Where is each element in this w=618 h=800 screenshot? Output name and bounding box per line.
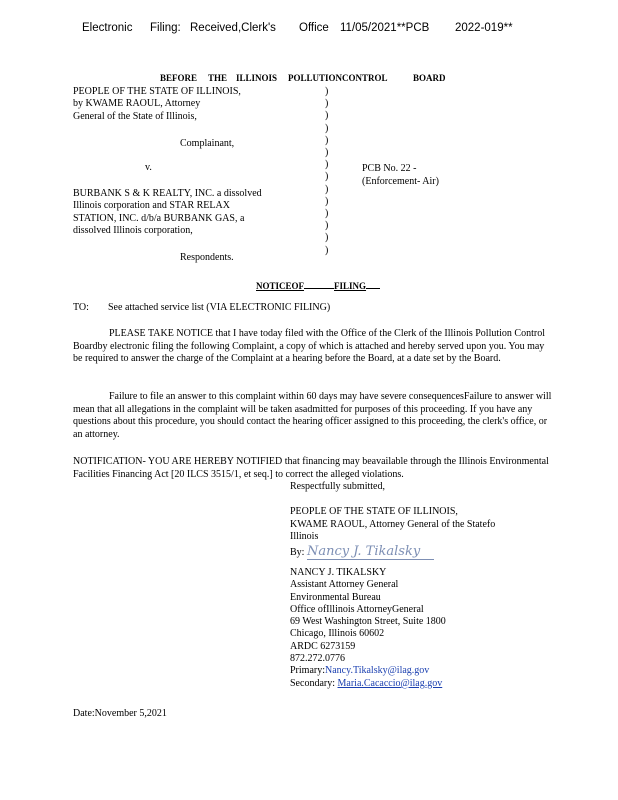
title-before: BEFORE: [160, 73, 198, 83]
failure-paragraph: Failure to file an answer to this complaint within 60 days may have severe consequencesFailure to answer will mean that all allegations in the complaint will be taken asadmitted for purposes of this proceeding. If you have any questions about this procedure, you should contact the hearing officer assigned to this proceeding, the clerk's office, or an attorney.: [73, 391, 552, 440]
primary-label: Primary:: [290, 665, 325, 677]
complainant-line: General of the State of Illinois,: [73, 110, 197, 122]
signature: Nancy J. Tikalsky: [307, 544, 434, 560]
notice-title-word: NOTICEOF: [256, 281, 305, 291]
respondent-label: Respondents.: [180, 252, 234, 263]
respondent-line: dissolved Illinois corporation,: [73, 224, 193, 236]
attorney-phone: 872.272.0776: [290, 653, 345, 665]
signature-block: [290, 506, 495, 544]
to-label: TO:: [73, 302, 89, 313]
notification-paragraph: NOTIFICATION- YOU ARE HEREBY NOTIFIED that financing may beavailable through the Illinois Environmental Facilities Financing Act [20 ILCS 3515/1, et seq.] to correct the alleged violations.: [73, 456, 549, 480]
header-received: Received,Clerk's: [190, 22, 276, 34]
header-date: 11/05/2021**PCB: [340, 22, 430, 34]
attorney-city: Chicago, Illinois 60602: [290, 628, 385, 640]
primary-email-row: [290, 665, 446, 677]
attorney-details: [290, 567, 446, 690]
title-the: THE: [208, 73, 228, 83]
attorney-street: 69 West Washington Street, Suite 1800: [290, 616, 446, 628]
enforcement-type: (Enforcement- Air): [362, 176, 439, 187]
header-electronic: Electronic: [82, 22, 133, 34]
notice-title-word: FILING: [334, 281, 367, 291]
attorney-name: NANCY J. TIKALSKY: [290, 567, 387, 578]
attorney-ardc: ARDC 6273159: [290, 640, 356, 652]
attorney-office: Office ofIllinois AttorneyGeneral: [290, 603, 424, 615]
header-office: Office: [299, 22, 329, 34]
to-text: See attached service list (VIA ELECTRONIC FILING): [108, 302, 331, 313]
date-line: Date:November 5,2021: [73, 708, 167, 719]
complainant-block: [73, 86, 241, 123]
pcb-number: PCB No. 22 -: [362, 163, 417, 174]
respondent-line: BURBANK S & K REALTY, INC. a dissolved: [73, 188, 262, 199]
by-label: By:: [290, 547, 305, 558]
notice-of-filing-title: [256, 279, 380, 291]
sig-line3: Illinois: [290, 531, 319, 542]
attorney-title: Assistant Attorney General: [290, 579, 399, 591]
header-case-no: 2022-019**: [455, 22, 513, 34]
closing: Respectfully submitted,: [290, 481, 385, 492]
by-line: [290, 544, 434, 561]
versus: v.: [145, 162, 152, 173]
attorney-bureau: Environmental Bureau: [290, 591, 381, 603]
title-pollution-control: POLLUTIONCONTROL: [288, 73, 388, 83]
primary-email-link[interactable]: Nancy.Tikalsky@ilag.gov: [325, 665, 430, 677]
secondary-email-row: [290, 678, 446, 690]
sig-line1: PEOPLE OF THE STATE OF ILLINOIS,: [290, 506, 458, 517]
respondent-line: Illinois corporation and STAR RELAX: [73, 200, 230, 212]
caption-parentheses: ) ) ) ) ) ) ) ) ) ) ) ) ) ): [325, 86, 329, 256]
complainant-label: Complainant,: [180, 138, 235, 149]
header-filing: Filing:: [150, 22, 181, 34]
complainant-line: by KWAME RAOUL, Attorney: [73, 98, 201, 110]
title-board: BOARD: [413, 73, 446, 83]
secondary-email-link[interactable]: Maria.Cacaccio@ilag.gov: [337, 677, 443, 689]
complainant-line: PEOPLE OF THE STATE OF ILLINOIS,: [73, 86, 241, 97]
respondent-block: [73, 188, 262, 237]
title-illinois: ILLINOIS: [236, 73, 278, 83]
secondary-label: Secondary:: [290, 677, 335, 689]
sig-line2: KWAME RAOUL, Attorney General of the Statefo: [290, 518, 496, 530]
notice-paragraph: PLEASE TAKE NOTICE that I have today filed with the Office of the Clerk of the Illinois Pollution Control Boardby electronic filing the following Complaint, a copy of which is attached and hereby served upon you. You may be required to answer the charge of the Complaint at a hearing before the Board, at a date set by the Board.: [73, 328, 545, 364]
respondent-line: STATION, INC. d/b/a BURBANK GAS, a: [73, 212, 245, 224]
